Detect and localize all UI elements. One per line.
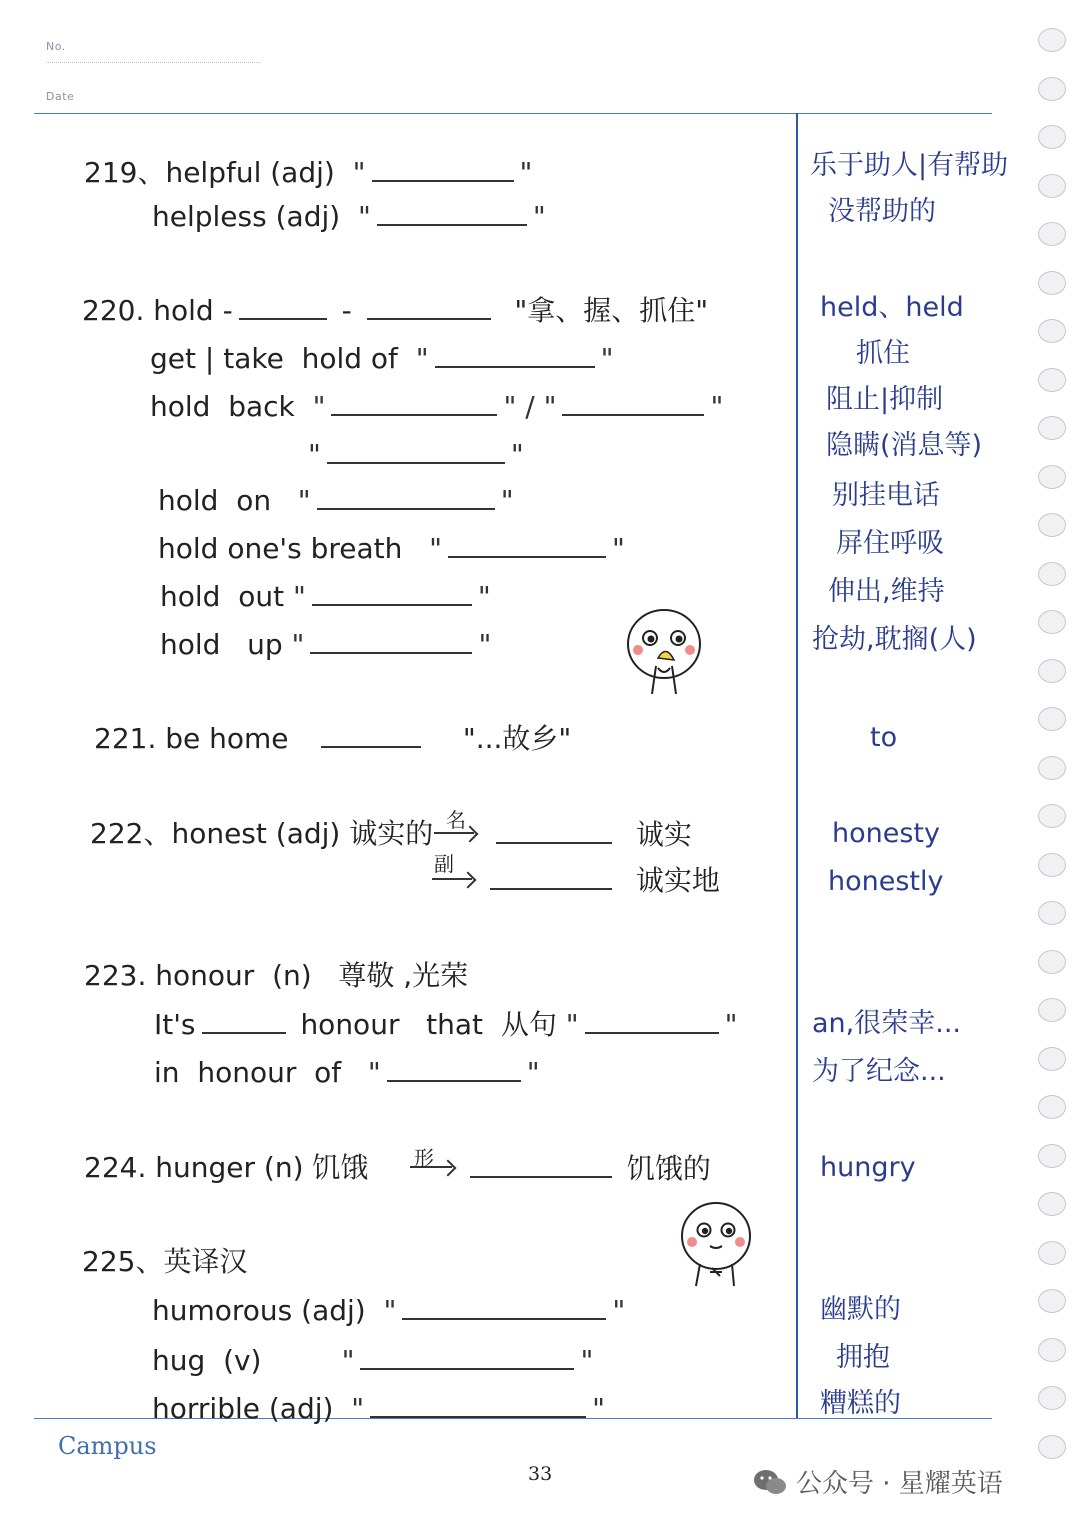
answer-225-1: 幽默的	[820, 1294, 901, 1325]
noun-label: 名	[446, 808, 466, 832]
entry-220-line7: hold up " "	[160, 628, 492, 661]
binder-hole	[1038, 853, 1066, 877]
binder-hole	[1038, 1192, 1066, 1216]
blank	[402, 1296, 606, 1320]
binder-hole	[1038, 804, 1066, 828]
entry-224-blank: 饥饿的	[464, 1154, 711, 1183]
entry-220-line6: hold out " "	[160, 580, 491, 613]
answer-220-6: 屏住呼吸	[836, 528, 944, 559]
binder-hole	[1038, 222, 1066, 246]
entry-223-line3: in honour of " "	[154, 1056, 540, 1089]
binder-hole	[1038, 319, 1066, 343]
blank	[496, 820, 612, 844]
blank	[331, 392, 497, 416]
entry-225-line1: humorous (adj) " "	[152, 1294, 626, 1327]
arrow-icon	[410, 1166, 452, 1168]
date-label: Date	[46, 90, 75, 103]
no-dotted-line	[46, 62, 261, 63]
binder-hole	[1038, 1144, 1066, 1168]
binder-hole	[1038, 271, 1066, 295]
entry-220-line2: get | take hold of " "	[150, 342, 614, 375]
page-number: 33	[528, 1463, 553, 1485]
binder-hole	[1038, 707, 1066, 731]
blank	[585, 1010, 719, 1034]
entry-219-line1: 219、helpful (adj) " "	[84, 156, 533, 189]
word-helpful: helpful (adj)	[165, 156, 335, 189]
entry-220-line5: hold one's breath " "	[158, 532, 625, 565]
answer-column-divider	[796, 113, 798, 1418]
entry-number: 224.	[84, 1151, 147, 1184]
entry-220-line3: hold back " " / " "	[150, 390, 724, 423]
arrow-icon	[434, 832, 474, 834]
binder-hole	[1038, 174, 1066, 198]
entry-222: 222、honest (adj) 诚实的	[90, 817, 434, 850]
watermark-text: 公众号 · 星耀英语	[796, 1469, 1003, 1499]
blank	[490, 866, 612, 890]
binder-hole	[1038, 465, 1066, 489]
brand-logo: Campus	[58, 1432, 157, 1460]
binder-hole	[1038, 1289, 1066, 1313]
entry-number: 222、	[90, 817, 172, 850]
binder-hole	[1038, 998, 1066, 1022]
arrow-icon	[432, 878, 472, 880]
blank	[327, 440, 505, 464]
watermark	[752, 1463, 1003, 1500]
answer-219-2: 没帮助的	[828, 196, 936, 227]
answer-220-8: 抢劫,耽搁(人)	[812, 624, 977, 655]
entry-number: 223.	[84, 959, 147, 992]
entry-222-adv: 诚实地	[484, 866, 720, 895]
cartoon-face-icon	[676, 1198, 756, 1290]
entry-220-line4: hold on " "	[158, 484, 514, 517]
no-label: No.	[46, 40, 66, 53]
answer-219-1: 乐于助人|有帮助	[810, 150, 1009, 181]
answer-222-2: honestly	[828, 866, 944, 897]
binder-hole	[1038, 1047, 1066, 1071]
entry-225-title: 225、英译汉	[82, 1245, 248, 1278]
blank	[202, 1010, 286, 1034]
blank	[562, 392, 704, 416]
blank	[367, 296, 491, 320]
gloss: "拿、握、抓住"	[514, 294, 709, 327]
entry-219-line2: helpless (adj) " "	[152, 200, 546, 233]
entry-number: 220.	[82, 294, 145, 327]
cartoon-face-eating-icon	[622, 604, 706, 700]
binder-hole	[1038, 562, 1066, 586]
binder-hole	[1038, 416, 1066, 440]
entry-225-line3: horrible (adj) " "	[152, 1392, 606, 1425]
blank	[239, 296, 327, 320]
binder-hole	[1038, 1435, 1066, 1459]
answer-220-5: 别挂电话	[832, 480, 940, 511]
answer-220-2: 抓住	[856, 338, 910, 369]
wechat-icon	[752, 1467, 788, 1497]
binder-hole	[1038, 901, 1066, 925]
binder-hole	[1038, 1095, 1066, 1119]
top-rule	[34, 113, 992, 114]
binder-hole	[1038, 368, 1066, 392]
binder-hole	[1038, 950, 1066, 974]
answer-225-2: 拥抱	[836, 1342, 890, 1373]
binder-hole	[1038, 28, 1066, 52]
blank	[377, 202, 527, 226]
answer-223-2: 为了纪念...	[812, 1056, 946, 1087]
binder-hole	[1038, 77, 1066, 101]
entry-225-line2: hug (v) " "	[152, 1344, 594, 1377]
blank	[387, 1058, 521, 1082]
entry-number: 219、	[84, 156, 166, 189]
blank	[312, 582, 472, 606]
adjective-label: 形	[414, 1146, 434, 1170]
entry-224: 224. hunger (n) 饥饿	[84, 1151, 369, 1184]
adverb-label: 副	[434, 852, 454, 876]
answer-222-1: honesty	[832, 818, 940, 849]
entry-223-line2: It's honour that 从句 " "	[154, 1008, 738, 1041]
binder-hole	[1038, 1338, 1066, 1362]
answer-221: to	[870, 722, 898, 753]
blank	[317, 486, 495, 510]
blank	[310, 630, 472, 654]
answer-220-4: 隐瞒(消息等)	[826, 430, 983, 461]
blank	[372, 158, 514, 182]
entry-220-line1: 220. hold - - "拿、握、抓住"	[82, 294, 709, 327]
blank	[448, 534, 606, 558]
binder-hole	[1038, 610, 1066, 634]
binder-hole	[1038, 659, 1066, 683]
entry-223-line1: 223. honour (n) 尊敬 ,光荣	[84, 959, 469, 992]
binder-hole	[1038, 1386, 1066, 1410]
binder-hole	[1038, 513, 1066, 537]
answer-223-1: an,很荣幸...	[812, 1008, 961, 1039]
entry-222-noun: 诚实	[490, 820, 692, 849]
answer-224: hungry	[820, 1152, 916, 1183]
entry-number: 221.	[94, 722, 157, 755]
blank	[360, 1346, 574, 1370]
binder-hole	[1038, 1241, 1066, 1265]
binder-holes	[1038, 28, 1068, 1468]
entry-number: 225、	[82, 1245, 164, 1278]
binder-hole	[1038, 756, 1066, 780]
binder-hole	[1038, 125, 1066, 149]
word-helpless: helpless (adj)	[152, 200, 341, 233]
blank	[435, 344, 595, 368]
blank	[321, 724, 421, 748]
entry-221: 221. be home "...故乡"	[94, 722, 572, 755]
answer-220-1: held、held	[820, 292, 964, 323]
answer-220-3: 阻止|抑制	[826, 384, 944, 415]
blank	[370, 1394, 586, 1418]
entry-220-line3b: " "	[308, 438, 524, 471]
gloss: "...故乡"	[462, 722, 572, 755]
answer-225-3: 糟糕的	[820, 1388, 901, 1419]
answer-220-7: 伸出,维持	[828, 576, 945, 607]
blank	[470, 1154, 612, 1178]
